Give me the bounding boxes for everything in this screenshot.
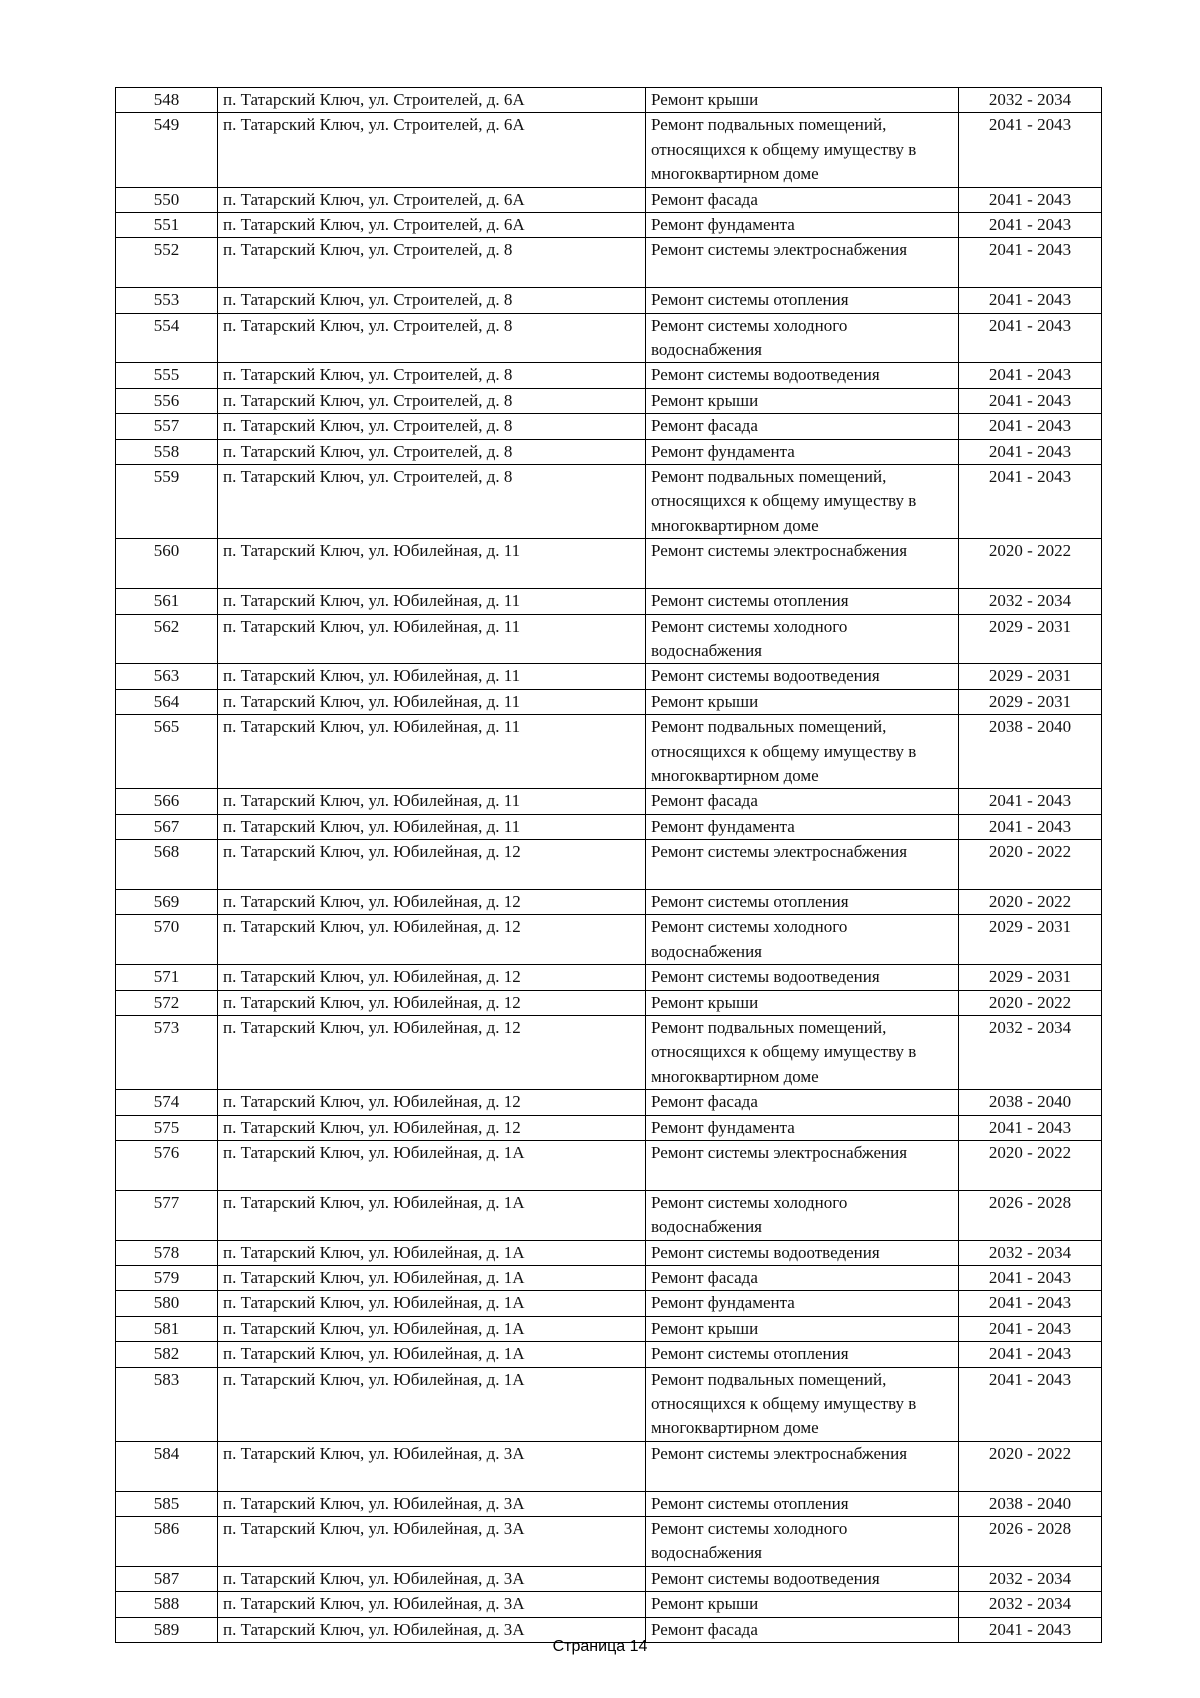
row-work-type: Ремонт фундамента	[646, 213, 959, 238]
row-address: п. Татарский Ключ, ул. Строителей, д. 6А	[218, 88, 646, 113]
table-row	[116, 1141, 1102, 1191]
row-number: 568	[116, 840, 218, 890]
table-row	[116, 965, 1102, 990]
row-work-type: Ремонт фасада	[646, 187, 959, 212]
row-number: 561	[116, 589, 218, 614]
table-row	[116, 840, 1102, 890]
table-row	[116, 589, 1102, 614]
row-period: 2026 - 2028	[959, 1517, 1102, 1567]
row-address: п. Татарский Ключ, ул. Юбилейная, д. 11	[218, 689, 646, 714]
table-row	[116, 990, 1102, 1015]
row-address: п. Татарский Ключ, ул. Юбилейная, д. 11	[218, 539, 646, 589]
row-work-type: Ремонт фундамента	[646, 1115, 959, 1140]
row-address: п. Татарский Ключ, ул. Юбилейная, д. 1А	[218, 1291, 646, 1316]
row-address: п. Татарский Ключ, ул. Юбилейная, д. 3А	[218, 1617, 646, 1642]
row-work-type: Ремонт системы водоотведения	[646, 363, 959, 388]
row-period: 2020 - 2022	[959, 840, 1102, 890]
row-period: 2041 - 2043	[959, 439, 1102, 464]
row-number: 554	[116, 313, 218, 363]
row-address: п. Татарский Ключ, ул. Юбилейная, д. 12	[218, 1090, 646, 1115]
table-row	[116, 388, 1102, 413]
row-number: 569	[116, 889, 218, 914]
row-address: п. Татарский Ключ, ул. Юбилейная, д. 3А	[218, 1441, 646, 1491]
row-address: п. Татарский Ключ, ул. Юбилейная, д. 3А	[218, 1592, 646, 1617]
row-address: п. Татарский Ключ, ул. Юбилейная, д. 1А	[218, 1266, 646, 1291]
table-row	[116, 614, 1102, 664]
row-period: 2041 - 2043	[959, 465, 1102, 539]
row-number: 557	[116, 414, 218, 439]
row-work-type: Ремонт системы водоотведения	[646, 1566, 959, 1591]
row-number: 578	[116, 1240, 218, 1265]
row-work-type: Ремонт системы электроснабжения	[646, 840, 959, 890]
table-row	[116, 414, 1102, 439]
row-period: 2041 - 2043	[959, 1617, 1102, 1642]
row-work-type: Ремонт фасада	[646, 1090, 959, 1115]
row-work-type: Ремонт системы отопления	[646, 1491, 959, 1516]
row-period: 2029 - 2031	[959, 915, 1102, 965]
table-row	[116, 1115, 1102, 1140]
row-number: 586	[116, 1517, 218, 1567]
row-work-type: Ремонт системы отопления	[646, 589, 959, 614]
row-address: п. Татарский Ключ, ул. Юбилейная, д. 11	[218, 589, 646, 614]
row-number: 583	[116, 1367, 218, 1441]
row-period: 2029 - 2031	[959, 965, 1102, 990]
row-work-type: Ремонт крыши	[646, 990, 959, 1015]
row-number: 585	[116, 1491, 218, 1516]
row-work-type: Ремонт фундамента	[646, 814, 959, 839]
table-row	[116, 1291, 1102, 1316]
row-period: 2041 - 2043	[959, 1266, 1102, 1291]
row-number: 589	[116, 1617, 218, 1642]
row-address: п. Татарский Ключ, ул. Строителей, д. 8	[218, 414, 646, 439]
row-number: 575	[116, 1115, 218, 1140]
table-row	[116, 113, 1102, 187]
row-period: 2041 - 2043	[959, 1291, 1102, 1316]
table-body	[116, 88, 1102, 1643]
row-period: 2041 - 2043	[959, 313, 1102, 363]
table-row	[116, 539, 1102, 589]
row-address: п. Татарский Ключ, ул. Юбилейная, д. 1А	[218, 1367, 646, 1441]
row-period: 2029 - 2031	[959, 614, 1102, 664]
row-work-type: Ремонт системы отопления	[646, 288, 959, 313]
row-address: п. Татарский Ключ, ул. Юбилейная, д. 1А	[218, 1240, 646, 1265]
table-row	[116, 814, 1102, 839]
table-row	[116, 664, 1102, 689]
row-work-type: Ремонт фундамента	[646, 439, 959, 464]
row-address: п. Татарский Ключ, ул. Строителей, д. 6А	[218, 213, 646, 238]
row-work-type: Ремонт подвальных помещений, относящихся к общему имуществу в многоквартирном доме	[646, 113, 959, 187]
row-number: 550	[116, 187, 218, 212]
row-work-type: Ремонт подвальных помещений, относящихся к общему имуществу в многоквартирном доме	[646, 1367, 959, 1441]
row-number: 574	[116, 1090, 218, 1115]
row-number: 566	[116, 789, 218, 814]
row-number: 558	[116, 439, 218, 464]
row-address: п. Татарский Ключ, ул. Строителей, д. 8	[218, 363, 646, 388]
table-row	[116, 187, 1102, 212]
row-work-type: Ремонт системы холодного водоснабжения	[646, 915, 959, 965]
table-row	[116, 1090, 1102, 1115]
row-work-type: Ремонт крыши	[646, 1592, 959, 1617]
table-row	[116, 238, 1102, 288]
row-address: п. Татарский Ключ, ул. Юбилейная, д. 11	[218, 614, 646, 664]
table-row	[116, 1491, 1102, 1516]
row-work-type: Ремонт системы холодного водоснабжения	[646, 1517, 959, 1567]
repair-schedule-table	[115, 87, 1102, 1643]
row-work-type: Ремонт системы электроснабжения	[646, 1441, 959, 1491]
table-row	[116, 1566, 1102, 1591]
row-work-type: Ремонт системы водоотведения	[646, 965, 959, 990]
row-number: 564	[116, 689, 218, 714]
row-period: 2032 - 2034	[959, 1240, 1102, 1265]
row-work-type: Ремонт системы электроснабжения	[646, 539, 959, 589]
row-period: 2038 - 2040	[959, 1491, 1102, 1516]
row-work-type: Ремонт системы водоотведения	[646, 1240, 959, 1265]
row-period: 2041 - 2043	[959, 187, 1102, 212]
row-work-type: Ремонт системы холодного водоснабжения	[646, 614, 959, 664]
row-work-type: Ремонт подвальных помещений, относящихся к общему имуществу в многоквартирном доме	[646, 1015, 959, 1089]
row-period: 2032 - 2034	[959, 1592, 1102, 1617]
row-number: 581	[116, 1316, 218, 1341]
row-address: п. Татарский Ключ, ул. Юбилейная, д. 11	[218, 715, 646, 789]
row-address: п. Татарский Ключ, ул. Строителей, д. 8	[218, 439, 646, 464]
table-row	[116, 313, 1102, 363]
row-address: п. Татарский Ключ, ул. Строителей, д. 6А	[218, 113, 646, 187]
row-number: 576	[116, 1141, 218, 1191]
table-row	[116, 1015, 1102, 1089]
table-row	[116, 1342, 1102, 1367]
row-number: 552	[116, 238, 218, 288]
row-work-type: Ремонт крыши	[646, 88, 959, 113]
page-footer	[0, 1638, 1200, 1656]
row-number: 580	[116, 1291, 218, 1316]
row-address: п. Татарский Ключ, ул. Юбилейная, д. 3А	[218, 1517, 646, 1567]
row-period: 2041 - 2043	[959, 789, 1102, 814]
table-row	[116, 1517, 1102, 1567]
row-address: п. Татарский Ключ, ул. Строителей, д. 8	[218, 388, 646, 413]
row-period: 2032 - 2034	[959, 88, 1102, 113]
row-period: 2020 - 2022	[959, 990, 1102, 1015]
row-period: 2041 - 2043	[959, 288, 1102, 313]
row-work-type: Ремонт фасада	[646, 414, 959, 439]
row-number: 577	[116, 1190, 218, 1240]
table-row	[116, 1367, 1102, 1441]
row-address: п. Татарский Ключ, ул. Юбилейная, д. 11	[218, 789, 646, 814]
row-period: 2032 - 2034	[959, 589, 1102, 614]
row-number: 556	[116, 388, 218, 413]
row-work-type: Ремонт системы электроснабжения	[646, 238, 959, 288]
table-row	[116, 689, 1102, 714]
row-period: 2020 - 2022	[959, 1441, 1102, 1491]
row-work-type: Ремонт системы отопления	[646, 1342, 959, 1367]
table-row	[116, 465, 1102, 539]
row-number: 548	[116, 88, 218, 113]
row-period: 2041 - 2043	[959, 1367, 1102, 1441]
row-work-type: Ремонт подвальных помещений, относящихся к общему имуществу в многоквартирном доме	[646, 715, 959, 789]
row-number: 573	[116, 1015, 218, 1089]
row-number: 584	[116, 1441, 218, 1491]
row-period: 2041 - 2043	[959, 113, 1102, 187]
row-period: 2038 - 2040	[959, 715, 1102, 789]
row-period: 2020 - 2022	[959, 889, 1102, 914]
row-number: 549	[116, 113, 218, 187]
row-number: 562	[116, 614, 218, 664]
table-row	[116, 915, 1102, 965]
row-number: 571	[116, 965, 218, 990]
row-work-type: Ремонт подвальных помещений, относящихся к общему имуществу в многоквартирном доме	[646, 465, 959, 539]
table-row	[116, 1190, 1102, 1240]
table-row	[116, 1240, 1102, 1265]
row-period: 2026 - 2028	[959, 1190, 1102, 1240]
row-address: п. Татарский Ключ, ул. Юбилейная, д. 1А	[218, 1342, 646, 1367]
row-period: 2032 - 2034	[959, 1015, 1102, 1089]
row-number: 579	[116, 1266, 218, 1291]
row-number: 565	[116, 715, 218, 789]
row-period: 2041 - 2043	[959, 238, 1102, 288]
table-row	[116, 88, 1102, 113]
row-work-type: Ремонт фасада	[646, 1266, 959, 1291]
row-period: 2041 - 2043	[959, 414, 1102, 439]
table-row	[116, 1441, 1102, 1491]
row-work-type: Ремонт крыши	[646, 1316, 959, 1341]
row-period: 2032 - 2034	[959, 1566, 1102, 1591]
row-number: 563	[116, 664, 218, 689]
table-row	[116, 789, 1102, 814]
table-row	[116, 1592, 1102, 1617]
row-address: п. Татарский Ключ, ул. Юбилейная, д. 12	[218, 1015, 646, 1089]
row-number: 560	[116, 539, 218, 589]
row-address: п. Татарский Ключ, ул. Строителей, д. 8	[218, 465, 646, 539]
row-work-type: Ремонт системы водоотведения	[646, 664, 959, 689]
row-address: п. Татарский Ключ, ул. Строителей, д. 8	[218, 238, 646, 288]
row-address: п. Татарский Ключ, ул. Юбилейная, д. 1А	[218, 1190, 646, 1240]
row-work-type: Ремонт системы холодного водоснабжения	[646, 313, 959, 363]
row-work-type: Ремонт системы электроснабжения	[646, 1141, 959, 1191]
row-period: 2020 - 2022	[959, 1141, 1102, 1191]
table-row	[116, 1316, 1102, 1341]
row-address: п. Татарский Ключ, ул. Юбилейная, д. 1А	[218, 1141, 646, 1191]
row-period: 2029 - 2031	[959, 664, 1102, 689]
row-number: 587	[116, 1566, 218, 1591]
row-period: 2041 - 2043	[959, 388, 1102, 413]
row-period: 2041 - 2043	[959, 814, 1102, 839]
row-work-type: Ремонт системы отопления	[646, 889, 959, 914]
row-address: п. Татарский Ключ, ул. Юбилейная, д. 3А	[218, 1566, 646, 1591]
row-address: п. Татарский Ключ, ул. Строителей, д. 8	[218, 288, 646, 313]
row-period: 2038 - 2040	[959, 1090, 1102, 1115]
table-row	[116, 439, 1102, 464]
table-row	[116, 363, 1102, 388]
row-address: п. Татарский Ключ, ул. Юбилейная, д. 11	[218, 814, 646, 839]
row-work-type: Ремонт системы холодного водоснабжения	[646, 1190, 959, 1240]
table-row	[116, 288, 1102, 313]
table-row	[116, 1266, 1102, 1291]
row-period: 2041 - 2043	[959, 1316, 1102, 1341]
row-number: 551	[116, 213, 218, 238]
row-number: 572	[116, 990, 218, 1015]
row-number: 559	[116, 465, 218, 539]
row-address: п. Татарский Ключ, ул. Юбилейная, д. 1А	[218, 1316, 646, 1341]
page-number: Страница 14	[552, 1638, 648, 1655]
row-number: 555	[116, 363, 218, 388]
row-address: п. Татарский Ключ, ул. Юбилейная, д. 12	[218, 915, 646, 965]
row-address: п. Татарский Ключ, ул. Строителей, д. 6А	[218, 187, 646, 212]
table-row	[116, 715, 1102, 789]
row-work-type: Ремонт фундамента	[646, 1291, 959, 1316]
row-period: 2029 - 2031	[959, 689, 1102, 714]
row-period: 2041 - 2043	[959, 363, 1102, 388]
row-work-type: Ремонт крыши	[646, 689, 959, 714]
row-number: 553	[116, 288, 218, 313]
row-address: п. Татарский Ключ, ул. Юбилейная, д. 12	[218, 889, 646, 914]
row-period: 2020 - 2022	[959, 539, 1102, 589]
row-address: п. Татарский Ключ, ул. Юбилейная, д. 11	[218, 664, 646, 689]
row-period: 2041 - 2043	[959, 1115, 1102, 1140]
row-address: п. Татарский Ключ, ул. Юбилейная, д. 3А	[218, 1491, 646, 1516]
row-number: 570	[116, 915, 218, 965]
row-work-type: Ремонт фасада	[646, 789, 959, 814]
table-row	[116, 213, 1102, 238]
row-address: п. Татарский Ключ, ул. Строителей, д. 8	[218, 313, 646, 363]
row-number: 567	[116, 814, 218, 839]
row-address: п. Татарский Ключ, ул. Юбилейная, д. 12	[218, 840, 646, 890]
row-address: п. Татарский Ключ, ул. Юбилейная, д. 12	[218, 1115, 646, 1140]
row-work-type: Ремонт фасада	[646, 1617, 959, 1642]
row-period: 2041 - 2043	[959, 1342, 1102, 1367]
row-period: 2041 - 2043	[959, 213, 1102, 238]
table-row	[116, 889, 1102, 914]
row-work-type: Ремонт крыши	[646, 388, 959, 413]
row-address: п. Татарский Ключ, ул. Юбилейная, д. 12	[218, 965, 646, 990]
row-number: 582	[116, 1342, 218, 1367]
row-number: 588	[116, 1592, 218, 1617]
row-address: п. Татарский Ключ, ул. Юбилейная, д. 12	[218, 990, 646, 1015]
